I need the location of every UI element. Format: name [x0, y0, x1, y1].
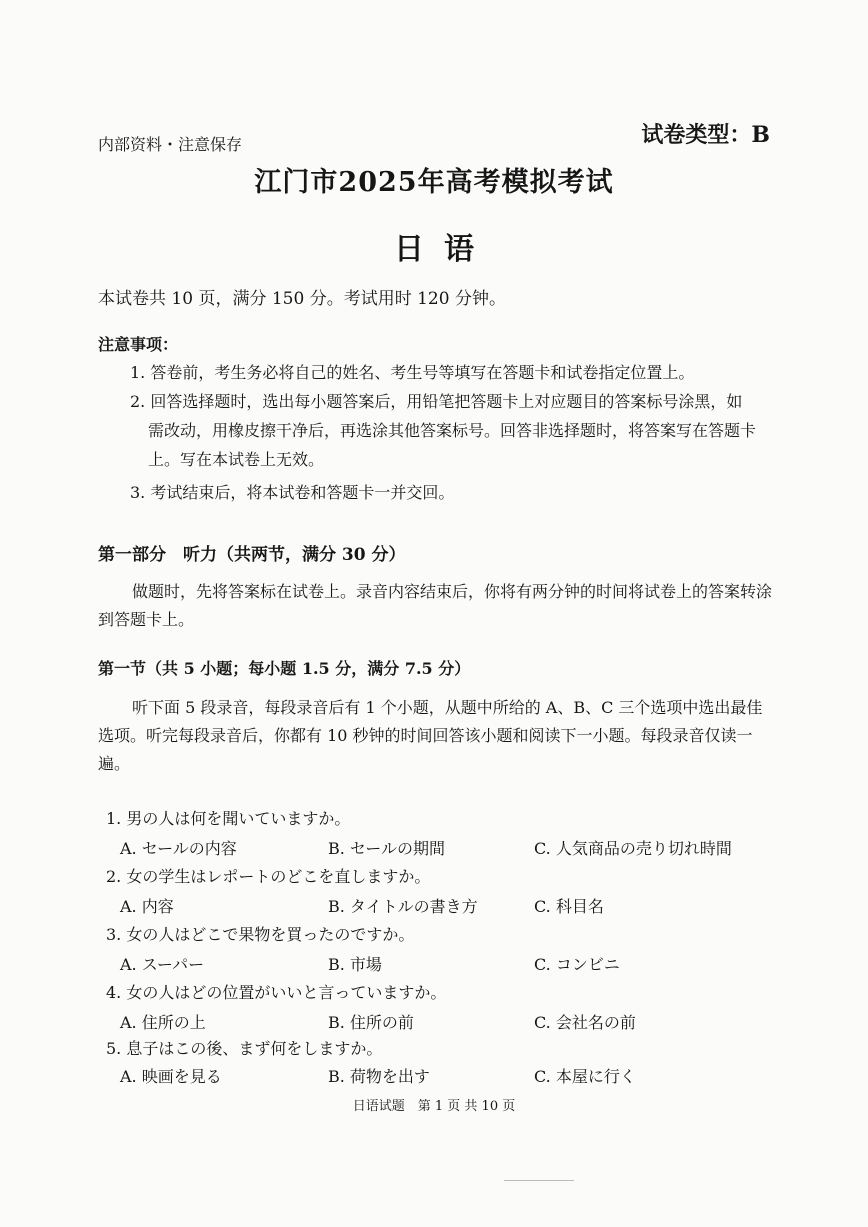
option-a: A. 映画を見る — [120, 1067, 222, 1086]
option-c: C. 本屋に行く — [534, 1067, 636, 1086]
note-item-continuation: 需改动，用橡皮擦干净后，再选涂其他答案标号。回答非选择题时，将答案写在答题卡 — [148, 421, 757, 440]
question-text: 2. 女の学生はレポートのどこを直しますか。 — [106, 867, 431, 886]
divider — [504, 1180, 574, 1181]
question-text: 4. 女の人はどの位置がいいと言っていますか。 — [106, 983, 447, 1002]
page-footer: 日语试题 第 1 页 共 10 页 — [352, 1099, 516, 1114]
note-item: 2. 回答选择题时，选出每小题答案后，用铅笔把答题卡上对应题目的答案标号涂黑，如 — [130, 392, 743, 411]
note-item-continuation: 上。写在本试卷上无效。 — [148, 450, 325, 469]
option-c: C. 科目名 — [534, 897, 604, 916]
part1-heading: 第一部分 听力（共两节，满分 30 分） — [98, 545, 406, 565]
option-b: B. セールの期間 — [328, 839, 445, 858]
section1-heading: 第一节（共 5 小题；每小题 1.5 分，满分 7.5 分） — [98, 659, 471, 678]
option-a: A. 内容 — [120, 897, 174, 916]
option-b: B. 市場 — [328, 955, 382, 974]
option-a: A. 住所の上 — [120, 1013, 206, 1032]
option-b: B. タイトルの書き方 — [328, 897, 478, 916]
question-text: 1. 男の人は何を聞いていますか。 — [106, 809, 351, 828]
notes-heading: 注意事项： — [98, 335, 179, 354]
question-text: 3. 女の人はどこで果物を買ったのですか。 — [106, 925, 415, 944]
subject-title: 日语 — [394, 232, 494, 267]
confidential-label: 内部资料・注意保存 — [98, 135, 243, 154]
note-item: 3. 考试结束后，将本试卷和答题卡一并交回。 — [130, 483, 455, 502]
option-a: A. スーパー — [120, 955, 205, 974]
option-c: C. 会社名の前 — [534, 1013, 636, 1032]
section1-instruction: 听下面 5 段录音，每段录音后有 1 个小题，从题中所给的 A、B、C 三个选项中选出最佳选项。听完每段录音后，你都有 10 秒钟的时间回答该小题和阅读下一小题。每段录音仅读一遍。 — [98, 698, 763, 773]
exam-title: 江门市2025年高考模拟考试 — [254, 167, 614, 198]
paper-type-label: 试卷类型：B — [641, 122, 770, 148]
question-text: 5. 息子はこの後、まず何をしますか。 — [106, 1039, 383, 1058]
note-item: 1. 答卷前，考生务必将自己的姓名、考生号等填写在答题卡和试卷指定位置上。 — [130, 363, 695, 382]
option-a: A. セールの内容 — [120, 839, 237, 858]
exam-info: 本试卷共 10 页，满分 150 分。考试用时 120 分钟。 — [98, 289, 506, 309]
option-b: B. 荷物を出す — [328, 1067, 430, 1086]
option-c: C. 人気商品の売り切れ時間 — [534, 839, 732, 858]
option-b: B. 住所の前 — [328, 1013, 414, 1032]
part1-instruction: 做题时，先将答案标在试卷上。录音内容结束后，你将有两分钟的时间将试卷上的答案转涂到答题卡上。 — [98, 582, 773, 629]
option-c: C. コンビニ — [534, 955, 620, 974]
